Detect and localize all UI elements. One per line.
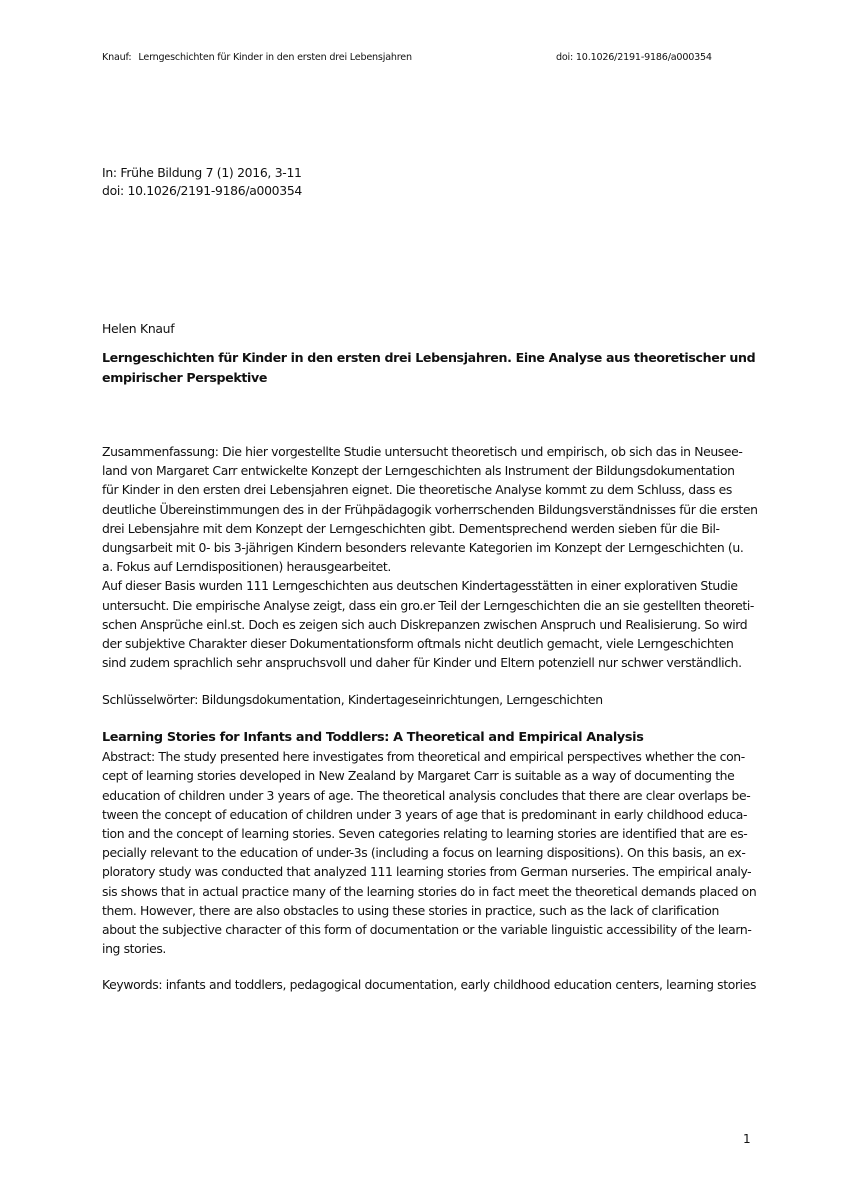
abstract-line: sind zudem sprachlich sehr anspruchsvoll und daher für Kinder und Eltern potenziell nur schwer verständlich. <box>102 655 742 671</box>
abstract-line: untersucht. Die empirische Analyse zeigt, dass ein gro.er Teil der Lerngeschichten die an sie gestellten theoreti- <box>102 597 755 613</box>
abstract-line: education of children under 3 years of age. The theoretical analysis concludes that there are clear overlaps be- <box>102 787 751 803</box>
citation-block <box>102 164 302 200</box>
german-keywords: Schlüsselwörter: Bildungsdokumentation, Kindertageseinrichtungen, Lerngeschichten <box>102 692 603 707</box>
article-title-line: empirischer Perspektive <box>102 369 268 385</box>
german-abstract <box>102 442 758 672</box>
article-title <box>102 348 755 387</box>
abstract-line: tween the concept of education of children under 3 years of age that is predominant in early childhood educa- <box>102 806 748 822</box>
running-header-doi: doi: 10.1026/2191-9186/a000354 <box>556 52 712 63</box>
abstract-line: Abstract: The study presented here investigates from theoretical and empirical perspectives whether the con- <box>102 749 745 765</box>
abstract-line: cept of learning stories developed in New Zealand by Margaret Carr is suitable as a way of documenting the <box>102 768 735 784</box>
abstract-line: dungsarbeit mit 0- bis 3-jährigen Kindern besonders relevante Kategorien im Konzept der Lerngeschichten (u. <box>102 540 744 556</box>
abstract-line: der subjektive Charakter dieser Dokumentationsform oftmals nicht deutlich gemacht, viele Lerngeschichten <box>102 636 734 652</box>
abstract-line: land von Margaret Carr entwickelte Konzept der Lerngeschichten als Instrument der Bildungsdokumentation <box>102 463 735 479</box>
citation-doi: doi: 10.1026/2191-9186/a000354 <box>102 183 303 198</box>
running-header-title: Lerngeschichten für Kinder in den ersten drei Lebensjahren <box>138 52 412 63</box>
abstract-line: ploratory study was conducted that analyzed 111 learning stories from German nurseries. The empirical analy- <box>102 864 752 880</box>
abstract-line: pecially relevant to the education of under-3s (including a focus on learning dispositions). On this basis, an ex- <box>102 845 746 861</box>
citation-source: In: Frühe Bildung 7 (1) 2016, 3-11 <box>102 165 302 180</box>
page-number: 1 <box>743 1132 751 1146</box>
abstract-line: ing stories. <box>102 941 166 957</box>
abstract-line: sis shows that in actual practice many of the learning stories do in fact meet the theoretical demands placed on <box>102 883 757 899</box>
abstract-line: deutliche Übereinstimmungen des in der Frühpädagogik vorherrschenden Bildungsverständnisses für die ersten <box>102 501 758 517</box>
abstract-line: about the subjective character of this form of documentation or the variable linguistic accessibility of the learn- <box>102 922 752 938</box>
english-section <box>102 728 756 958</box>
author-name: Helen Knauf <box>102 321 175 336</box>
article-title-line: Lerngeschichten für Kinder in den ersten drei Lebensjahren. Eine Analyse aus theoretischer und <box>102 350 756 365</box>
english-title: Learning Stories for Infants and Toddlers: A Theoretical and Empirical Analysis <box>102 730 644 745</box>
abstract-line: schen Ansprüche einl.st. Doch es zeigen sich auch Diskrepanzen zwischen Anspruch und Realisierung. So wird <box>102 616 748 632</box>
abstract-line: Auf dieser Basis wurden 111 Lerngeschichten aus deutschen Kindertagesstätten in einer explorativen Studie <box>102 578 738 594</box>
abstract-line: them. However, there are also obstacles to using these stories in practice, such as the lack of clarification <box>102 902 719 918</box>
abstract-line: tion and the concept of learning stories. Seven categories relating to learning stories are identified that are es- <box>102 826 748 842</box>
abstract-line: Zusammenfassung: Die hier vorgestellte Studie untersucht theoretisch und empirisch, ob sich das in Neusee- <box>102 444 743 459</box>
running-header-left <box>102 52 412 63</box>
abstract-line: a. Fokus auf Lerndispositionen) herausgearbeitet. <box>102 559 391 575</box>
abstract-line: für Kinder in den ersten drei Lebensjahren eignet. Die theoretische Analyse kommt zu dem Schluss, dass es <box>102 482 732 498</box>
abstract-line: drei Lebensjahre mit dem Konzept der Lerngeschichten gibt. Dementsprechend werden sieben für die Bil- <box>102 520 720 536</box>
running-header-author: Knauf: <box>102 52 132 63</box>
english-keywords: Keywords: infants and toddlers, pedagogical documentation, early childhood education centers, learning stories <box>102 977 757 992</box>
